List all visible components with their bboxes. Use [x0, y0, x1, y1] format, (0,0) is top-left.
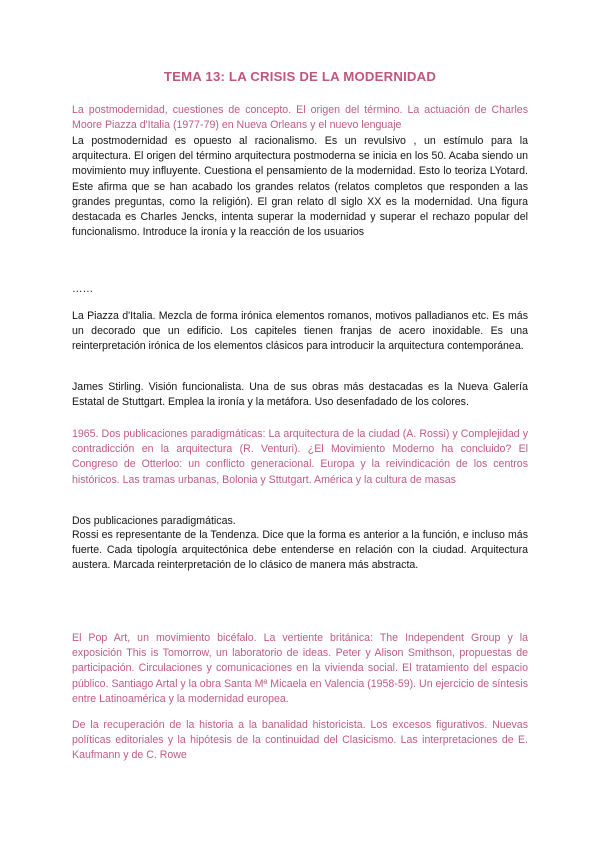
ellipsis-separator: ……	[72, 283, 94, 295]
pop-art-heading: El Pop Art, un movimiento bicéfalo. La vertiente británica: The Independent Group y la exposición This is Tomorrow, un laboratorio de ideas. Peter y Alison Smithson, propuestas de participación. Circulaciones y comunicaciones en la vivienda social. El tratamiento del espacio público. Santiago Artal y la obra Santa Mª Micaela en Valencia (1958-59). Un ejercicio de síntesis entre Latinoamérica y la modernidad europea.	[72, 632, 528, 705]
piazza-paragraph: La Piazza d'Italia. Mezcla de forma irónica elementos romanos, motivos palladianos etc. Es más un decorado que un edificio. Los capiteles tienen franjas de acero inoxidable. Es una reinterpretación irónica de los elementos clásicos para introducir la arquitectura contemporánea.	[72, 310, 528, 353]
intro-body: La postmodernidad es opuesto al racionalismo. Es un revulsivo , un estímulo para la arquitectura. El origen del término arquitectura postmoderna se inicia en los 50. Acaba siendo un movimiento muy influyente. Cuestiona el pensamiento de la modernidad. Esto lo teoriza LYotard. Este afirma que se han acabado los grandes relatos (relatos completos que responden a las grandes preguntas, como la religión). El gran relato dl siglo XX es la modernidad. Una figura destacada es Charles Jencks, intenta superar la modernidad y superar el rechazo popular del funcionalismo. Introduce la ironía y la reacción de los usuarios	[72, 135, 528, 239]
page-title: TEMA 13: LA CRISIS DE LA MODERNIDAD	[163, 69, 437, 84]
publicaciones-title: Dos publicaciones paradigmáticas.	[72, 515, 236, 527]
stirling-paragraph: James Stirling. Visión funcionalista. Una de sus obras más destacadas es la Nueva Galería Estatal de Stuttgart. Emplea la ironía y la metáfora. Uso desenfadado de los colores.	[72, 381, 528, 409]
intro-heading: La postmodernidad, cuestiones de concepto. El origen del término. La actuación de Charles Moore Piazza d'Italia (1977-79) en Nueva Orleans y el nuevo lenguaje	[72, 104, 528, 132]
section-1965-heading: 1965. Dos publicaciones paradigmáticas: La arquitectura de la ciudad (A. Rossi) y Complejidad y contradicción en la arquitectura (R. Venturi). ¿El Movimiento Moderno ha concluido? El Congreso de Otterloo: un conflicto generacional. Europa y la reivindicación de los centros históricos. Las tramas urbanas, Bolonia y Sttutgart. América y la cultura de masas	[72, 428, 528, 486]
recuperacion-heading: De la recuperación de la historia a la banalidad historicista. Los excesos figurativos. Nuevas políticas editoriales y la hipótesis de la continuidad del Clasicismo. Las interpretaciones de E. Kaufmann y de C. Rowe	[72, 719, 528, 762]
rossi-paragraph: Rossi es representante de la Tendenza. Dice que la forma es anterior a la función, e incluso más fuerte. Cada tipología arquitectónica debe entenderse en relación con la ciudad. Arquitectura austera. Marcada reinterpretación de lo clásico de manera más abstracta.	[72, 529, 528, 572]
